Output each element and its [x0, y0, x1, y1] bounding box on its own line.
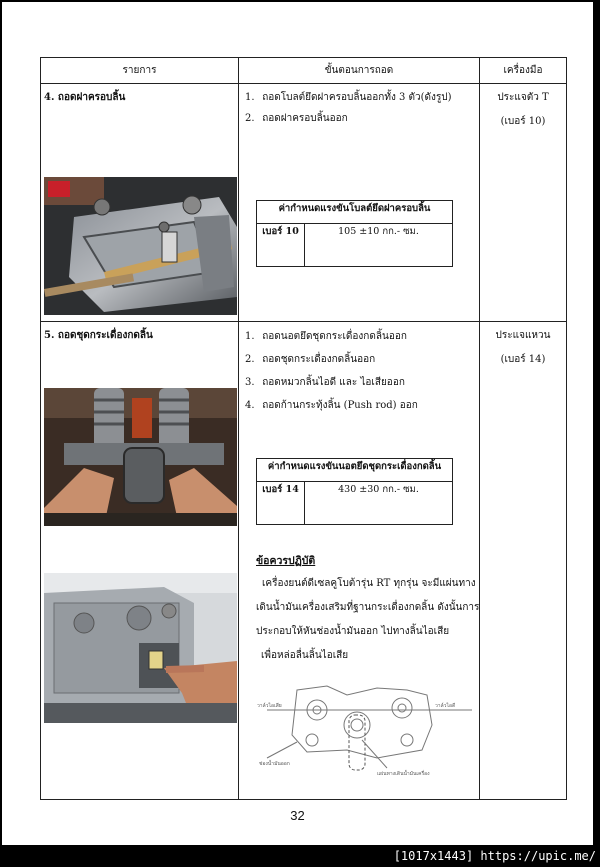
steps-list — [245, 87, 452, 129]
step-3: 3. ถอดหมวกลิ้นไอดี และ ไอเสียออก — [245, 377, 405, 388]
header-item: รายการ — [41, 58, 239, 84]
step-2: 2. ถอดฝาครอบลิ้นออก — [245, 113, 348, 124]
diagram-label-intake: วาล์วไอดี — [435, 703, 456, 709]
step-4: 4. ถอดก้านกระทุ้งลิ้น (Push rod) ออก — [245, 400, 418, 411]
note-title: ข้อควรปฏิบัติ — [256, 555, 316, 567]
oil-plate-diagram — [257, 680, 473, 780]
item-title: 4. ถอดฝาครอบลิ้น — [44, 92, 126, 103]
item-title: 5. ถอดชุดกระเดื่องกดลิ้น — [44, 330, 153, 341]
table-row — [41, 322, 567, 800]
diagram-label-oil-outlet: ช่องน้ำมันออก — [259, 761, 290, 767]
tool-name: ประแจตัว T — [497, 92, 549, 103]
rocker-arm-photo — [44, 388, 237, 526]
note-line: เดินน้ำมันเครื่องเสริมที่ฐานกระเดื่องกดลิ้น ดังนั้นการ — [256, 602, 480, 613]
steps-list — [245, 325, 418, 417]
tool-name: ประแจแหวน — [495, 330, 551, 341]
tool-size: (เบอร์ 14) — [500, 354, 546, 365]
torque-title: ค่ากำหนดแรงขันโบลต์ยึดฝาครอบลิ้น — [257, 201, 453, 224]
valve-cover-photo — [44, 177, 237, 315]
torque-label: เบอร์ 10 — [257, 224, 305, 267]
torque-spec-table — [256, 458, 453, 525]
item-cell — [41, 322, 239, 800]
torque-value: 430 ±30 กก.- ซม. — [305, 482, 453, 525]
rocker-assembly-photo — [44, 573, 237, 723]
table-row — [41, 84, 567, 322]
note-line: ประกอบให้หันช่องน้ำมันออก ไปทางลิ้นไอเสีย — [256, 626, 450, 637]
diagram-label-oil-plate: แผ่นทางเดินน้ำมันเครื่อง — [377, 771, 430, 777]
header-steps: ขั้นตอนการถอด — [239, 58, 480, 84]
watermark-text: [1017x1443] https://upic.me/ — [393, 849, 596, 863]
header-tools: เครื่องมือ — [480, 58, 567, 84]
document-page — [2, 2, 593, 845]
torque-value: 105 ±10 กก.- ซม. — [305, 224, 453, 267]
torque-spec-table — [256, 200, 453, 267]
tools-cell — [480, 322, 567, 800]
procedure-table — [40, 57, 567, 800]
note-line: เพื่อหล่อลื่นลิ้นไอเสีย — [261, 650, 349, 661]
step-2: 2. ถอดชุดกระเดื่องกดลิ้นออก — [245, 354, 376, 365]
note-line: เครื่องยนต์ดีเซลคูโบต้ารุ่น RT ทุกรุ่น จะมีแผ่นทาง — [262, 578, 476, 589]
steps-cell — [239, 84, 480, 322]
page-number: 32 — [290, 808, 305, 823]
torque-title: ค่ากำหนดแรงขันนอตยึดชุดกระเดื่องกดลิ้น — [257, 459, 453, 482]
step-1: 1. ถอดโบลต์ยึดฝาครอบลิ้นออกทั้ง 3 ตัว(ดังรูป) — [245, 92, 452, 103]
steps-cell — [239, 322, 480, 800]
diagram-label-exhaust: วาล์วไอเสีย — [257, 703, 282, 709]
tools-cell — [480, 84, 567, 322]
item-cell — [41, 84, 239, 322]
step-1: 1. ถอดนอตยึดชุดกระเดื่องกดลิ้นออก — [245, 331, 407, 342]
table-header-row — [41, 58, 567, 84]
watermark-bar — [0, 845, 600, 867]
torque-label: เบอร์ 14 — [257, 482, 305, 525]
tool-size: (เบอร์ 10) — [500, 116, 546, 127]
